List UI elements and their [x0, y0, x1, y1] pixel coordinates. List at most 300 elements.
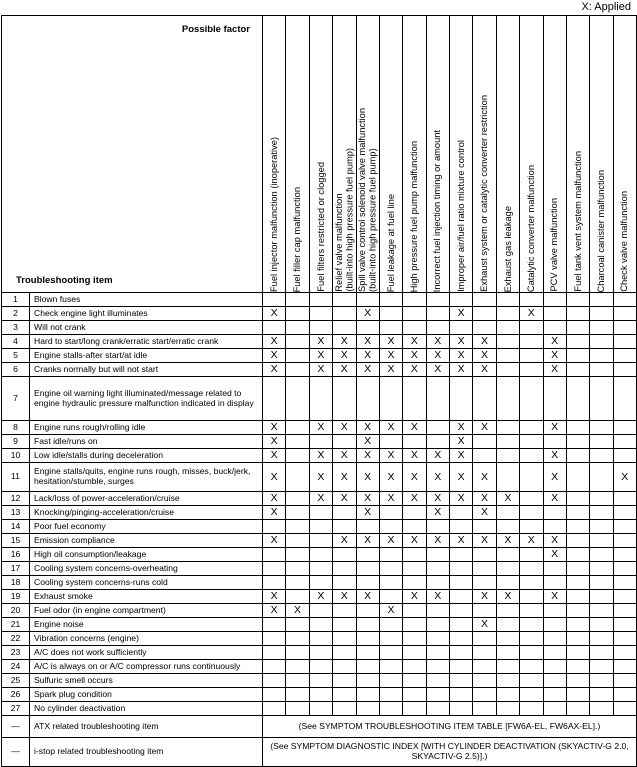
factor-label: Incorrect fuel injection timing or amount — [432, 129, 443, 292]
applied-mark-cell — [450, 646, 473, 660]
applied-mark-cell: X — [543, 548, 566, 562]
factor-header-cell — [356, 16, 379, 293]
table-row — [2, 435, 637, 449]
applied-mark-cell: X — [450, 463, 473, 492]
applied-mark-cell — [613, 674, 636, 688]
applied-mark-cell — [403, 293, 426, 307]
applied-mark-cell — [590, 562, 613, 576]
applied-mark-cell: X — [403, 335, 426, 349]
applied-mark-cell: X — [356, 492, 379, 506]
applied-mark-cell — [613, 335, 636, 349]
applied-mark-cell — [403, 604, 426, 618]
factor-label: Relief valve malfunction (built-into high pressure fuel pump) — [333, 148, 355, 292]
applied-mark-cell — [309, 604, 332, 618]
applied-mark-cell — [333, 548, 356, 562]
applied-mark-cell — [590, 506, 613, 520]
table-row — [2, 307, 637, 321]
applied-mark-cell — [426, 576, 449, 590]
row-number: 14 — [2, 520, 30, 534]
applied-mark-cell: X — [379, 421, 402, 435]
corner-header-cell — [2, 16, 263, 293]
possible-factor-heading: Possible factor — [181, 24, 250, 35]
applied-mark-cell — [309, 702, 332, 716]
factor-header-cell — [613, 16, 636, 293]
applied-mark-cell — [403, 548, 426, 562]
table-row — [2, 632, 637, 646]
row-number: 9 — [2, 435, 30, 449]
applied-mark-cell — [426, 688, 449, 702]
applied-mark-cell — [356, 702, 379, 716]
applied-mark-cell — [333, 660, 356, 674]
applied-mark-cell — [450, 674, 473, 688]
troubleshooting-table — [1, 15, 637, 767]
applied-mark-cell — [450, 548, 473, 562]
applied-mark-cell — [520, 463, 543, 492]
applied-mark-cell — [263, 548, 286, 562]
factor-label: Fuel injector malfunction (inoperative) — [268, 136, 279, 292]
applied-mark-cell — [286, 688, 309, 702]
applied-mark-cell: X — [450, 335, 473, 349]
applied-mark-cell — [333, 702, 356, 716]
applied-mark-cell — [520, 562, 543, 576]
applied-mark-cell — [590, 435, 613, 449]
applied-mark-cell — [450, 576, 473, 590]
applied-mark-cell — [333, 435, 356, 449]
applied-mark-cell — [286, 576, 309, 590]
applied-mark-cell — [356, 632, 379, 646]
applied-mark-cell — [333, 377, 356, 421]
applied-mark-cell — [590, 674, 613, 688]
applied-mark-cell — [356, 688, 379, 702]
applied-mark-cell: X — [403, 449, 426, 463]
applied-mark-cell — [543, 632, 566, 646]
applied-mark-cell — [426, 702, 449, 716]
applied-mark-cell — [403, 435, 426, 449]
applied-mark-cell — [426, 646, 449, 660]
applied-mark-cell — [473, 293, 496, 307]
applied-mark-cell — [520, 548, 543, 562]
applied-mark-cell — [379, 576, 402, 590]
applied-mark-cell — [566, 520, 589, 534]
applied-mark-cell — [286, 307, 309, 321]
applied-mark-cell — [426, 548, 449, 562]
factor-label: Check valve malfunction — [619, 191, 630, 292]
applied-mark-cell: X — [356, 534, 379, 548]
applied-mark-cell — [566, 632, 589, 646]
applied-mark-cell — [309, 618, 332, 632]
applied-mark-cell — [520, 377, 543, 421]
applied-mark-cell — [543, 688, 566, 702]
applied-mark-cell: X — [286, 604, 309, 618]
applied-mark-cell — [496, 604, 519, 618]
applied-mark-cell: X — [356, 363, 379, 377]
applied-mark-cell — [496, 307, 519, 321]
table-row — [2, 660, 637, 674]
factor-header-cell — [333, 16, 356, 293]
applied-mark-cell — [379, 618, 402, 632]
applied-mark-cell — [473, 576, 496, 590]
applied-mark-cell: X — [426, 449, 449, 463]
applied-mark-cell — [263, 520, 286, 534]
applied-mark-cell — [309, 377, 332, 421]
applied-mark-cell — [379, 435, 402, 449]
applied-mark-cell — [356, 618, 379, 632]
factor-header-cell — [426, 16, 449, 293]
header-row — [2, 16, 637, 293]
applied-mark-cell — [613, 702, 636, 716]
applied-mark-cell: X — [333, 335, 356, 349]
factor-label: Charcoal canister malfunction — [596, 169, 607, 292]
applied-mark-cell: X — [426, 363, 449, 377]
troubleshooting-item: No cylinder deactivation — [30, 702, 263, 716]
applied-mark-cell — [450, 377, 473, 421]
applied-mark-cell — [590, 702, 613, 716]
applied-mark-cell — [590, 492, 613, 506]
factor-label: Spill valve control solenoid valve malfunction (built-into high pressure fuel pump) — [357, 108, 378, 292]
applied-mark-cell — [450, 293, 473, 307]
applied-mark-cell — [496, 576, 519, 590]
applied-mark-cell — [566, 576, 589, 590]
applied-mark-cell: X — [473, 590, 496, 604]
applied-mark-cell — [566, 463, 589, 492]
row-number: 8 — [2, 421, 30, 435]
factor-label: Fuel leakage at fuel line — [385, 193, 396, 292]
table-row — [2, 463, 637, 492]
applied-mark-cell — [263, 702, 286, 716]
applied-mark-cell — [286, 492, 309, 506]
applied-mark-cell — [590, 688, 613, 702]
applied-mark-cell — [379, 520, 402, 534]
applied-mark-cell: X — [263, 435, 286, 449]
applied-mark-cell — [309, 307, 332, 321]
applied-mark-cell — [566, 307, 589, 321]
applied-mark-cell: X — [426, 492, 449, 506]
applied-mark-cell — [520, 421, 543, 435]
factor-header-cell — [263, 16, 286, 293]
applied-mark-cell — [613, 646, 636, 660]
row-number: 1 — [2, 293, 30, 307]
applied-mark-cell — [403, 307, 426, 321]
applied-mark-cell — [403, 506, 426, 520]
applied-mark-cell — [566, 660, 589, 674]
applied-mark-cell — [566, 349, 589, 363]
reference-row — [2, 716, 637, 738]
applied-mark-cell: X — [356, 421, 379, 435]
applied-mark-cell — [496, 520, 519, 534]
applied-mark-cell — [309, 435, 332, 449]
applied-mark-cell — [496, 335, 519, 349]
applied-mark-cell — [543, 618, 566, 632]
applied-mark-cell — [286, 321, 309, 335]
troubleshooting-item: Engine runs rough/rolling idle — [30, 421, 263, 435]
applied-mark-cell — [590, 548, 613, 562]
applied-mark-cell — [566, 688, 589, 702]
applied-mark-cell — [263, 377, 286, 421]
applied-mark-cell — [566, 646, 589, 660]
applied-mark-cell — [263, 674, 286, 688]
applied-mark-cell: X — [309, 335, 332, 349]
troubleshooting-item: Poor fuel economy — [30, 520, 263, 534]
applied-mark-cell: X — [450, 492, 473, 506]
applied-mark-cell — [473, 449, 496, 463]
troubleshooting-item: Hard to start/long crank/erratic start/erratic crank — [30, 335, 263, 349]
applied-mark-cell — [450, 660, 473, 674]
applied-mark-cell — [543, 293, 566, 307]
applied-mark-cell — [566, 590, 589, 604]
applied-mark-cell — [379, 688, 402, 702]
applied-mark-cell — [286, 562, 309, 576]
applied-mark-cell — [613, 421, 636, 435]
applied-mark-cell — [450, 618, 473, 632]
troubleshooting-item: Fuel odor (in engine compartment) — [30, 604, 263, 618]
applied-mark-cell: X — [333, 463, 356, 492]
applied-mark-cell — [520, 674, 543, 688]
applied-mark-cell — [403, 321, 426, 335]
legend: X: Applied — [581, 1, 631, 13]
row-number: 16 — [2, 548, 30, 562]
applied-mark-cell: X — [543, 590, 566, 604]
row-number: 10 — [2, 449, 30, 463]
applied-mark-cell — [450, 590, 473, 604]
applied-mark-cell — [450, 688, 473, 702]
applied-mark-cell — [426, 520, 449, 534]
table-body — [2, 293, 637, 767]
applied-mark-cell: X — [473, 335, 496, 349]
applied-mark-cell — [613, 293, 636, 307]
table-row — [2, 646, 637, 660]
troubleshooting-item: Check engine light illuminates — [30, 307, 263, 321]
applied-mark-cell — [590, 307, 613, 321]
table-row — [2, 321, 637, 335]
applied-mark-cell — [520, 646, 543, 660]
factor-label: PCV valve malfunction — [549, 198, 560, 292]
applied-mark-cell: X — [379, 449, 402, 463]
applied-mark-cell — [450, 562, 473, 576]
troubleshooting-item: i-stop related troubleshooting item — [30, 738, 263, 767]
applied-mark-cell — [379, 321, 402, 335]
row-number: 15 — [2, 534, 30, 548]
table-row — [2, 604, 637, 618]
row-number: 27 — [2, 702, 30, 716]
applied-mark-cell — [496, 377, 519, 421]
applied-mark-cell — [379, 307, 402, 321]
table-row — [2, 421, 637, 435]
applied-mark-cell — [496, 421, 519, 435]
reference-link-text[interactable]: (See SYMPTOM TROUBLESHOOTING ITEM TABLE [FW6A-EL, FW6AX-EL].) — [263, 716, 637, 738]
applied-mark-cell — [403, 688, 426, 702]
applied-mark-cell — [309, 632, 332, 646]
applied-mark-cell — [566, 506, 589, 520]
applied-mark-cell — [263, 646, 286, 660]
troubleshooting-item: Will not crank — [30, 321, 263, 335]
applied-mark-cell — [566, 377, 589, 421]
applied-mark-cell — [496, 688, 519, 702]
applied-mark-cell: X — [450, 363, 473, 377]
applied-mark-cell — [543, 321, 566, 335]
troubleshooting-item: Spark plug condition — [30, 688, 263, 702]
row-number: 26 — [2, 688, 30, 702]
applied-mark-cell — [613, 349, 636, 363]
applied-mark-cell — [426, 321, 449, 335]
applied-mark-cell — [590, 646, 613, 660]
applied-mark-cell — [613, 520, 636, 534]
applied-mark-cell — [613, 632, 636, 646]
applied-mark-cell — [403, 660, 426, 674]
applied-mark-cell — [379, 590, 402, 604]
applied-mark-cell — [309, 293, 332, 307]
applied-mark-cell — [426, 674, 449, 688]
applied-mark-cell: X — [379, 492, 402, 506]
applied-mark-cell: X — [403, 534, 426, 548]
applied-mark-cell: X — [356, 506, 379, 520]
applied-mark-cell — [496, 463, 519, 492]
factor-label: Improper air/fuel ratio mixture control — [455, 140, 466, 292]
applied-mark-cell: X — [333, 534, 356, 548]
factor-header-cell — [286, 16, 309, 293]
applied-mark-cell — [613, 660, 636, 674]
applied-mark-cell: X — [403, 463, 426, 492]
applied-mark-cell: X — [426, 590, 449, 604]
applied-mark-cell — [379, 506, 402, 520]
applied-mark-cell — [520, 590, 543, 604]
applied-mark-cell — [426, 293, 449, 307]
applied-mark-cell: X — [426, 463, 449, 492]
applied-mark-cell — [566, 321, 589, 335]
applied-mark-cell — [520, 449, 543, 463]
applied-mark-cell: X — [543, 349, 566, 363]
factor-header-cell — [403, 16, 426, 293]
applied-mark-cell: X — [263, 604, 286, 618]
troubleshooting-item-heading: Troubleshooting item — [16, 275, 113, 287]
applied-mark-cell: X — [543, 534, 566, 548]
applied-mark-cell — [450, 506, 473, 520]
applied-mark-cell — [566, 435, 589, 449]
applied-mark-cell — [286, 646, 309, 660]
troubleshooting-item: Engine stalls/quits, engine runs rough, misses, buck/jerk, hesitation/stumble, surges — [30, 463, 263, 492]
reference-link-text[interactable]: (See SYMPTOM DIAGNOSTIC INDEX [WITH CYLINDER DEACTIVATION (SKYACTIV-G 2.0, SKYACTIV-G 2.5)].) — [263, 738, 637, 767]
table-row — [2, 349, 637, 363]
applied-mark-cell: X — [473, 363, 496, 377]
applied-mark-cell — [496, 321, 519, 335]
applied-mark-cell — [356, 520, 379, 534]
table-row — [2, 534, 637, 548]
applied-mark-cell — [473, 321, 496, 335]
applied-mark-cell: X — [333, 363, 356, 377]
table-row — [2, 590, 637, 604]
applied-mark-cell: X — [543, 335, 566, 349]
applied-mark-cell — [309, 688, 332, 702]
applied-mark-cell — [356, 293, 379, 307]
row-number: 6 — [2, 363, 30, 377]
applied-mark-cell — [286, 363, 309, 377]
troubleshooting-item: Cooling system concerns-overheating — [30, 562, 263, 576]
applied-mark-cell: X — [309, 421, 332, 435]
row-number: 11 — [2, 463, 30, 492]
applied-mark-cell — [379, 702, 402, 716]
applied-mark-cell — [356, 604, 379, 618]
applied-mark-cell — [309, 534, 332, 548]
applied-mark-cell — [426, 660, 449, 674]
applied-mark-cell: X — [426, 335, 449, 349]
applied-mark-cell — [286, 632, 309, 646]
applied-mark-cell — [263, 293, 286, 307]
table-row — [2, 449, 637, 463]
applied-mark-cell — [543, 674, 566, 688]
applied-mark-cell — [403, 576, 426, 590]
applied-mark-cell — [473, 604, 496, 618]
troubleshooting-item: Low idle/stalls during deceleration — [30, 449, 263, 463]
applied-mark-cell — [403, 377, 426, 421]
applied-mark-cell — [520, 435, 543, 449]
applied-mark-cell: X — [473, 463, 496, 492]
row-number: 24 — [2, 660, 30, 674]
troubleshooting-item: Cranks normally but will not start — [30, 363, 263, 377]
troubleshooting-item: A/C does not work sufficiently — [30, 646, 263, 660]
applied-mark-cell — [473, 646, 496, 660]
applied-mark-cell: X — [496, 590, 519, 604]
factor-label: Fuel filters restricted or clogged — [315, 162, 326, 292]
applied-mark-cell — [403, 702, 426, 716]
applied-mark-cell — [566, 562, 589, 576]
row-number: 4 — [2, 335, 30, 349]
applied-mark-cell — [450, 520, 473, 534]
applied-mark-cell — [613, 534, 636, 548]
factor-label: Fuel filler cap malfunction — [292, 186, 303, 292]
applied-mark-cell: X — [403, 492, 426, 506]
row-number: 22 — [2, 632, 30, 646]
applied-mark-cell — [590, 534, 613, 548]
applied-mark-cell — [286, 435, 309, 449]
applied-mark-cell — [450, 632, 473, 646]
applied-mark-cell — [590, 604, 613, 618]
applied-mark-cell — [333, 293, 356, 307]
table-row — [2, 548, 637, 562]
applied-mark-cell — [496, 435, 519, 449]
applied-mark-cell — [286, 548, 309, 562]
applied-mark-cell — [520, 618, 543, 632]
applied-mark-cell — [263, 321, 286, 335]
applied-mark-cell: X — [450, 449, 473, 463]
applied-mark-cell — [520, 520, 543, 534]
reference-row — [2, 738, 637, 767]
table-row — [2, 492, 637, 506]
applied-mark-cell — [379, 377, 402, 421]
factor-label: Catalytic converter malfunction — [525, 164, 536, 292]
row-number: 5 — [2, 349, 30, 363]
applied-mark-cell — [520, 349, 543, 363]
applied-mark-cell: X — [473, 506, 496, 520]
applied-mark-cell — [520, 632, 543, 646]
applied-mark-cell — [333, 688, 356, 702]
applied-mark-cell: X — [379, 534, 402, 548]
troubleshooting-item: High oil consumption/leakage — [30, 548, 263, 562]
table-row — [2, 363, 637, 377]
row-number: 13 — [2, 506, 30, 520]
applied-mark-cell — [590, 463, 613, 492]
applied-mark-cell: X — [426, 534, 449, 548]
applied-mark-cell — [520, 660, 543, 674]
applied-mark-cell: X — [356, 463, 379, 492]
applied-mark-cell — [543, 646, 566, 660]
table-row — [2, 618, 637, 632]
troubleshooting-item: Engine oil warning light illuminated/message related to engine hydraulic pressure malfunction indicated in display — [30, 377, 263, 421]
applied-mark-cell: X — [473, 492, 496, 506]
row-number: 3 — [2, 321, 30, 335]
applied-mark-cell — [613, 307, 636, 321]
applied-mark-cell — [333, 321, 356, 335]
table-row — [2, 562, 637, 576]
applied-mark-cell — [590, 349, 613, 363]
